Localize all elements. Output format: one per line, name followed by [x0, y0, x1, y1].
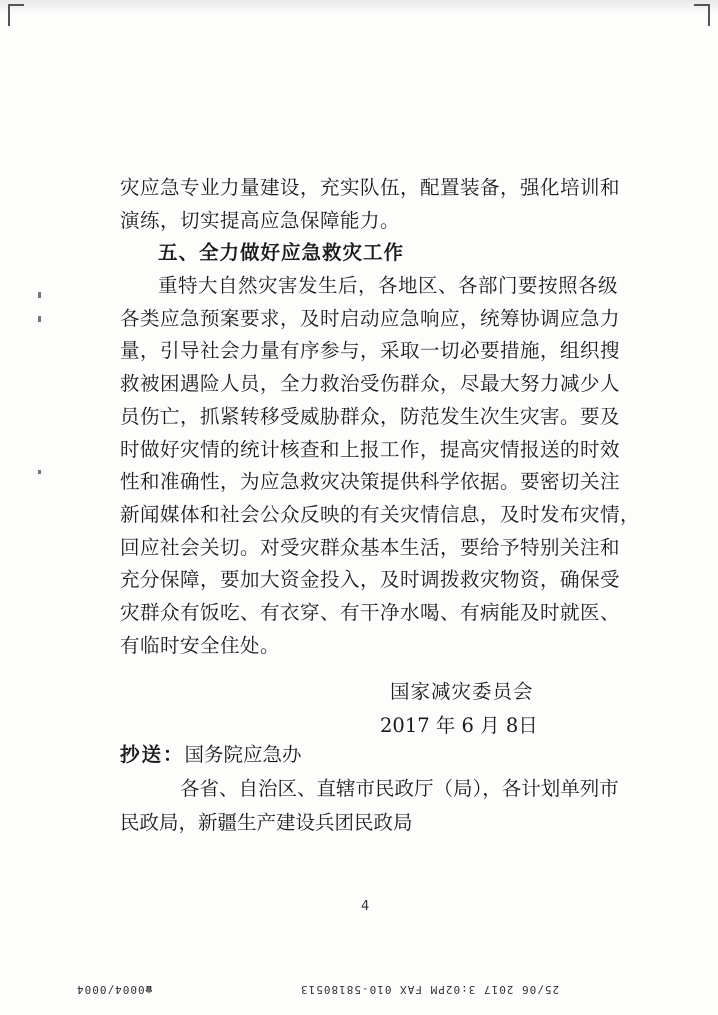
text-line: 回应社会关切。对受灾群众基本生活，要给予特别关注和: [120, 535, 621, 559]
text-line: 演练，切实提高应急保障能力。: [120, 208, 401, 232]
scan-edge: [0, 0, 718, 14]
cc-block: [120, 738, 620, 840]
page-number: 4: [361, 899, 370, 914]
fax-page-counter: ☎0004/0004: [76, 983, 153, 996]
body-text: [0, 172, 718, 662]
text-line: 量，引导社会力量有序参与，采取一切必要措施，组织搜: [120, 339, 621, 363]
text-line: 性和准确性，为应急救灾决策提供科学依据。要密切关注: [120, 470, 621, 494]
cc-recipient: 国务院应急办: [184, 743, 302, 766]
cc-recipient: 民政局，新疆生产建设兵团民政局: [120, 811, 413, 834]
corner-mark-right: [694, 4, 710, 26]
issue-date: 2017 年 6 月 8日: [380, 714, 538, 737]
issuing-organization: 国家减灾委员会: [390, 680, 534, 703]
text-line: 有临时安全住处。: [120, 633, 281, 657]
text-line: 充分保障，要加大资金投入，及时调拨救灾物资，确保受: [120, 568, 621, 592]
text-line: 时做好灾情的统计核查和上报工作，提高灾情报送的时效: [120, 437, 621, 461]
corner-mark-left: [8, 4, 24, 26]
fax-header: 25/06 2017 3:02PM FAX 010-58180513: [300, 983, 560, 996]
section-heading: 五、全力做好应急救灾工作: [158, 241, 405, 265]
text-line: 重特大自然灾害发生后，各地区、各部门要按照各级: [158, 274, 619, 298]
text-line: 灾应急专业力量建设，充实队伍，配置装备，强化培训和: [120, 176, 621, 199]
text-line: 灾群众有饭吃、有衣穿、有干净水喝、有病能及时就医、: [120, 600, 621, 624]
text-line: 新闻媒体和社会公众反映的有关灾情信息，及时发布灾情，: [120, 502, 641, 526]
text-line: 救被困遇险人员，全力救治受伤群众，尽最大努力减少人: [120, 372, 621, 396]
cc-label: 抄送：: [120, 743, 185, 766]
cc-recipient: 各省、自治区、直辖市民政厅（局），各计划单列市: [180, 777, 619, 800]
text-line: 员伤亡，抓紧转移受威胁群众，防范发生次生灾害。要及: [120, 404, 621, 428]
signature-block: [378, 675, 598, 743]
text-line: 各类应急预案要求，及时启动应急响应，统筹协调应急力: [120, 306, 621, 330]
